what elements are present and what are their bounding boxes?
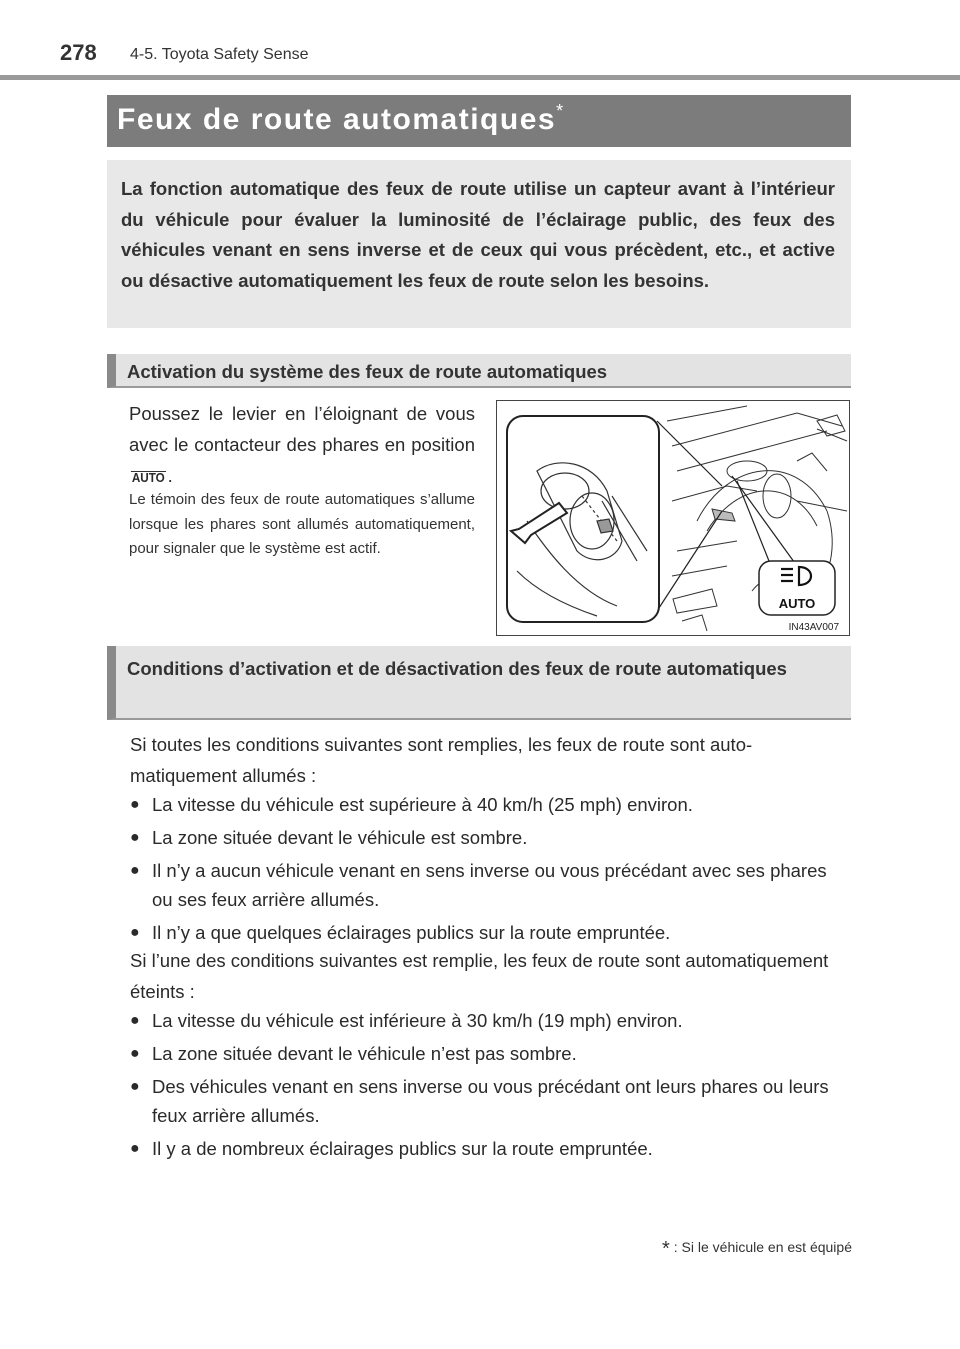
title-bar <box>107 95 851 147</box>
asterisk-icon: * <box>661 1238 670 1260</box>
on-conditions-intro: Si toutes les conditions suivantes sont remplies, les feux de route sont automatiquement allumés : <box>130 734 753 786</box>
activation-heading: Activation du système des feux de route automatiques <box>127 361 608 382</box>
list-item <box>130 1006 850 1035</box>
lever-illustration-svg <box>497 401 849 635</box>
list-item <box>130 856 850 914</box>
header-rule <box>0 75 960 80</box>
auto-position-icon: AUTO <box>131 470 165 485</box>
page-header <box>0 0 960 80</box>
title-asterisk: * <box>556 101 565 121</box>
bullet-icon: ● <box>130 796 140 813</box>
list-item-text: Des véhicules venant en sens inverse ou vous précédant ont leurs phares ou leurs feux arrière allumés. <box>152 1076 829 1126</box>
activation-instruction <box>129 398 475 491</box>
bullet-icon: ● <box>130 862 140 879</box>
section-title: 4-5. Toyota Safety Sense <box>130 46 309 63</box>
intro-box <box>107 160 851 328</box>
auto-indicator-label: AUTO <box>778 596 816 611</box>
page-title <box>117 103 565 137</box>
off-conditions-list <box>130 1006 850 1167</box>
list-item <box>130 823 850 852</box>
instruction-text: Poussez le levier en l’éloignant de vous avec le contacteur des phares en position <box>129 403 475 455</box>
bullet-icon: ● <box>130 1140 140 1157</box>
bullet-icon: ● <box>130 829 140 846</box>
activation-note: Le témoin des feux de route automatiques s’allume lorsque les phares sont allumés automatiquement, pour signaler que le système est actif. <box>129 491 475 557</box>
list-item-text: Il n’y a que quelques éclairages publics sur la route empruntée. <box>152 922 671 943</box>
list-item <box>130 1039 850 1068</box>
list-item-text: La vitesse du véhicule est inférieure à 30 km/h (19 mph) environ. <box>152 1010 683 1031</box>
lever-illustration <box>496 400 850 636</box>
activation-heading-bar <box>107 354 851 388</box>
figure-code: IN43AV007 <box>788 622 839 633</box>
bullet-icon: ● <box>130 924 140 941</box>
instruction-end: . <box>167 465 173 486</box>
list-item <box>130 790 850 819</box>
on-conditions-list <box>130 790 850 951</box>
bullet-icon: ● <box>130 1012 140 1029</box>
page-title-text: Feux de route automatiques <box>117 103 557 136</box>
list-item <box>130 918 850 947</box>
intro-text: La fonction automatique des feux de route utilise un capteur avant à l’intérieur du véhicule pour évaluer la luminosité de l’éclairage public, des feux des véhicules venant en sens inverse et de ceux qui vous précèdent, etc., et active ou désactive automatiquement les feux de route selon les besoins. <box>121 178 835 291</box>
list-item-text: La zone située devant le véhicule n’est pas sombre. <box>152 1043 577 1064</box>
conditions-heading: Conditions d’activation et de désactivation des feux de route automatiques <box>127 658 787 679</box>
list-item-text: Il n’y a aucun véhicule venant en sens inverse ou vous précédant avec ses phares ou ses feux arrière allumés. <box>152 860 827 910</box>
footnote <box>620 1238 852 1261</box>
page-number: 278 <box>60 40 97 65</box>
footnote-text: : Si le véhicule en est équipé <box>673 1239 852 1255</box>
bullet-icon: ● <box>130 1045 140 1062</box>
list-item <box>130 1072 850 1130</box>
bullet-icon: ● <box>130 1078 140 1095</box>
list-item-text: La zone située devant le véhicule est sombre. <box>152 827 528 848</box>
conditions-heading-bar <box>107 646 851 720</box>
list-item-text: Il y a de nombreux éclairages publics sur la route empruntée. <box>152 1138 653 1159</box>
off-conditions-intro: Si l’une des conditions suivantes est remplie, les feux de route sont automatiquement éteints : <box>130 950 829 1002</box>
list-item-text: La vitesse du véhicule est supérieure à 40 km/h (25 mph) environ. <box>152 794 693 815</box>
list-item <box>130 1134 850 1163</box>
